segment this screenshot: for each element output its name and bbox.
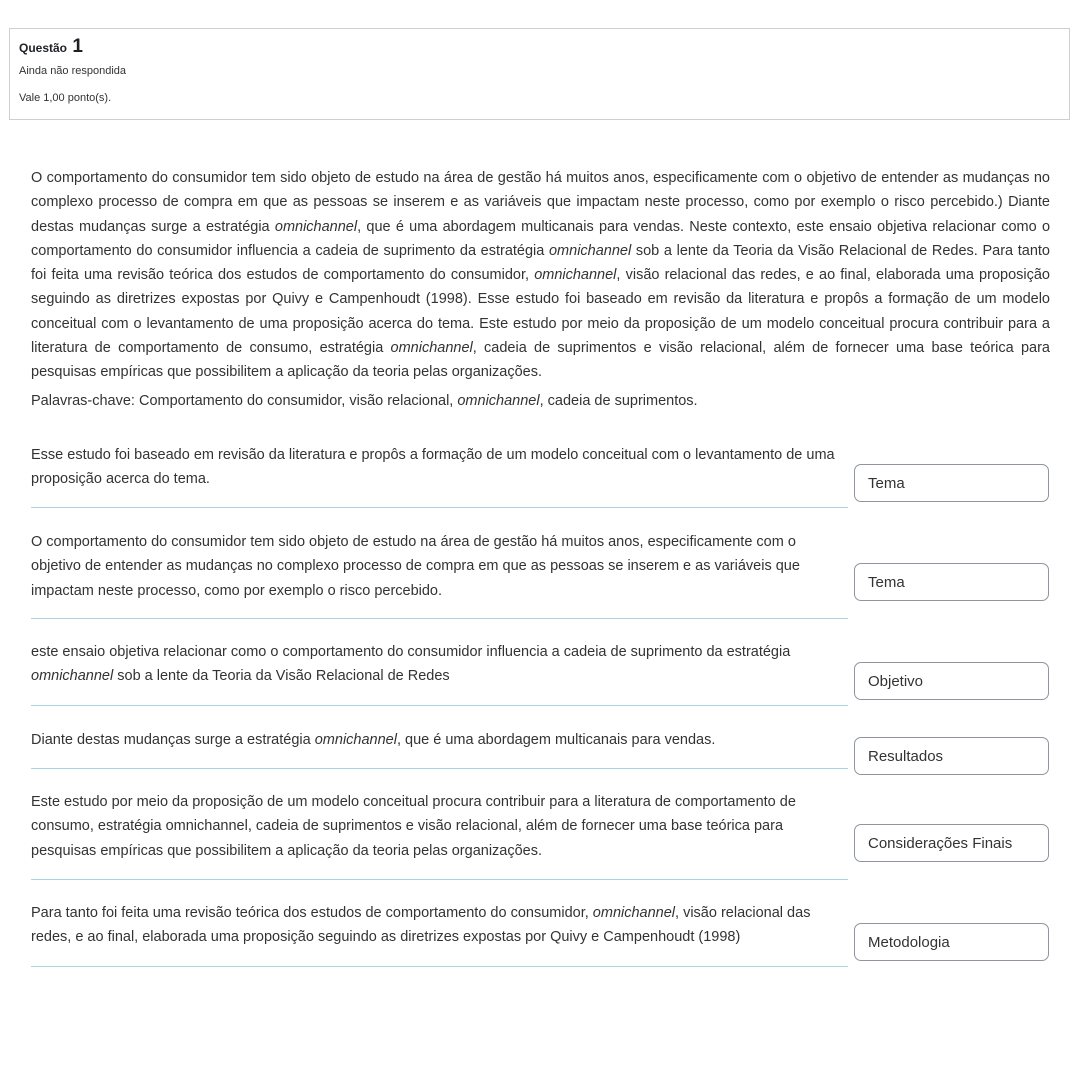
keywords-text-1: Comportamento do consumidor, visão relacional,: [134, 392, 458, 409]
question-points: Vale 1,00 ponto(s).: [19, 92, 112, 104]
abstract-emphasis-1: omnichannel: [274, 218, 358, 235]
row-divider: [31, 705, 848, 706]
abstract-paragraph: [31, 166, 1050, 385]
abstract-text-3: sob a lente da Teoria da Visão Relacional de Redes. Para tanto foi feita uma revisão teórica dos estudos de comportamento do consumidor,: [31, 242, 1050, 284]
row-divider: [31, 618, 848, 619]
statement-emphasis: omnichannel: [592, 905, 676, 921]
keywords-line: [31, 389, 1050, 413]
match-statement: Esse estudo foi baseado em revisão da literatura e propôs a formação de um modelo conceitual com o levantamento de uma proposição acerca do tema.: [31, 447, 835, 488]
select-value: Considerações Finais: [868, 834, 1013, 852]
question-number: 1: [72, 36, 83, 57]
statement-text-a: este ensaio objetiva relacionar como o comportamento do consumidor influencia a cadeia de suprimento da estratégia: [31, 644, 791, 660]
row-divider: [31, 768, 848, 769]
abstract-text-4: , visão relacional das redes, e ao final, elaborada uma proposição seguindo as diretrizes expostas por Quivy e Campenhoudt (1998). Esse estudo foi baseado em revisão da literatura e propôs a formação de um modelo conceitual com o levantamento de uma proposição acerca do tema. Este estudo por meio da proposição de um modelo conceitual procura contribuir para a literatura de comportamento de consumo, estratégia: [31, 267, 1050, 357]
statement-text-b: , visão relacional das redes, e ao final, elaborada uma proposição seguindo as diretrizes expostas por Quivy e Campenhoudt (1998): [31, 905, 811, 946]
statement-text-b: sob a lente da Teoria da Visão Relacional de Redes: [113, 668, 450, 685]
match-statement: [31, 640, 843, 689]
statement-text-a: Diante destas mudanças surge a estratégia: [31, 732, 315, 748]
match-select-1[interactable]: [854, 464, 1049, 502]
abstract-text-2: , que é uma abordagem multicanais para vendas. Neste contexto, este ensaio objetiva relacionar como o comportamento do consumidor influencia a cadeia de suprimento da estratégia: [31, 218, 1051, 259]
abstract-text-1: O comportamento do consumidor tem sido objeto de estudo na área de gestão há muitos anos, especificamente com o objetivo de entender as mudanças no complexo processo de compra em que as pessoas se inserem e as variáveis que impactam neste processo, como por exemplo o risco percebido.) Diante destas mudanças surge a estratégia: [31, 170, 1050, 235]
keywords-text-2: , cadeia de suprimentos.: [539, 392, 698, 409]
question-label: Questão: [19, 41, 68, 55]
match-select-6[interactable]: [854, 923, 1049, 961]
select-value: Metodologia: [868, 933, 950, 951]
row-divider: [31, 507, 848, 508]
question-status: Ainda não respondida: [19, 65, 127, 77]
abstract-emphasis-4: omnichannel: [390, 340, 473, 357]
select-value: Objetivo: [868, 672, 924, 690]
match-statement: [31, 901, 843, 950]
match-select-5[interactable]: [854, 824, 1049, 862]
match-select-2[interactable]: [854, 563, 1049, 601]
statement-emphasis: omnichannel: [31, 668, 114, 685]
row-divider: [31, 879, 848, 880]
match-statement: [31, 728, 843, 752]
keywords-emphasis: omnichannel: [457, 392, 540, 409]
question-text: [31, 166, 1050, 413]
match-select-3[interactable]: [854, 662, 1049, 700]
select-value: Tema: [868, 573, 905, 591]
match-statement: Este estudo por meio da proposição de um modelo conceitual procura contribuir para a literatura de comportamento de consumo, estratégia omnichannel, cadeia de suprimentos e visão relacional, além de fornecer uma base teórica para pesquisas empíricas que possibilitem a aplicação da teoria pelas organizações.: [31, 794, 796, 859]
abstract-text-5: , cadeia de suprimentos e visão relacional, além de fornecer uma base teórica para pesquisas empíricas que possibilitem a aplicação da teoria pelas organizações.: [31, 340, 1050, 381]
keywords-label: Palavras-chave:: [31, 392, 135, 409]
statement-emphasis: omnichannel: [314, 732, 397, 748]
question-info-box: [9, 28, 1070, 120]
statement-text-b: , que é uma abordagem multicanais para vendas.: [396, 732, 716, 748]
select-value: Tema: [868, 474, 905, 492]
abstract-emphasis-3: omnichannel: [534, 267, 617, 284]
match-select-4[interactable]: [854, 737, 1049, 775]
row-divider: [31, 966, 848, 967]
select-value: Resultados: [868, 747, 944, 765]
statement-text-a: Para tanto foi feita uma revisão teórica dos estudos de comportamento do consumidor,: [31, 905, 593, 921]
question-title: [19, 37, 1060, 58]
abstract-emphasis-2: omnichannel: [548, 242, 632, 259]
match-statement: O comportamento do consumidor tem sido objeto de estudo na área de gestão há muitos anos, especificamente com o objetivo de entender as mudanças no complexo processo de compra em que as pessoas se inserem e as variáveis que impactam neste processo, como por exemplo o risco percebido.: [31, 534, 800, 599]
